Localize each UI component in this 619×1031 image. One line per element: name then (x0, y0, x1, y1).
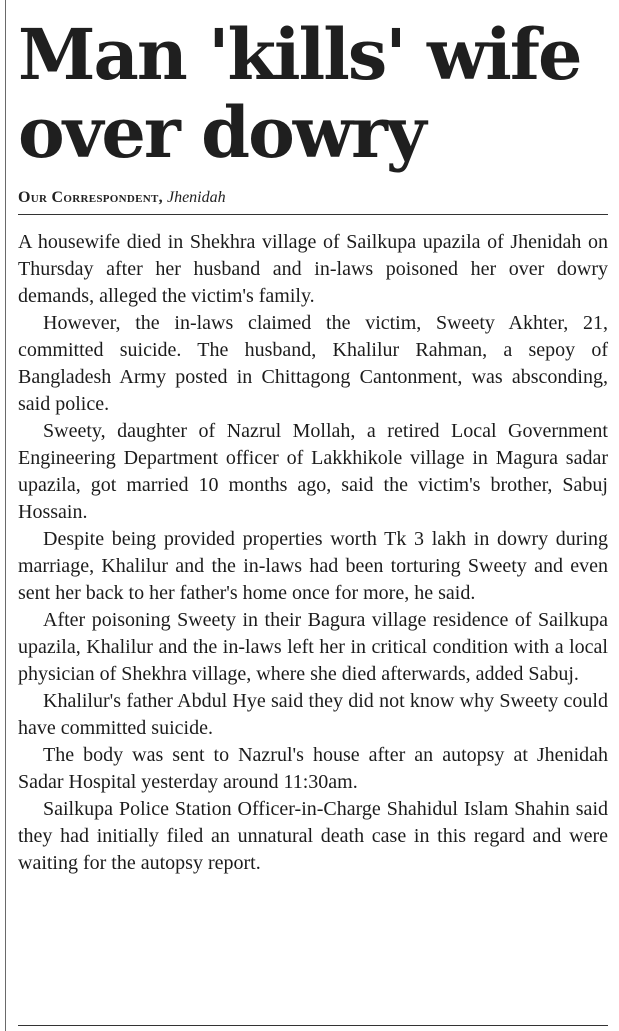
paragraph: Sweety, daughter of Nazrul Mollah, a retired Local Government Engineering Department officer of Lakkhikole village in Magura sadar upazila, got married 10 months ago, said the victim's brother, Sabuj Hossain. (18, 420, 608, 523)
article-end-divider (18, 1025, 608, 1026)
headline: Man 'kills' wife over dowry (18, 13, 581, 174)
paragraph: A housewife died in Shekhra village of Sailkupa upazila of Jhenidah on Thursday after her husband and in-laws poisoned her over dowry demands, alleged the victim's family. (18, 231, 608, 307)
paragraph: Sailkupa Police Station Officer-in-Charge Shahidul Islam Shahin said they had initially filed an unnatural death case in this regard and were waiting for the autopsy report. (18, 798, 608, 874)
news-article (18, 13, 608, 877)
paragraph: After poisoning Sweety in their Bagura village residence of Sailkupa upazila, Khalilur and the in-laws left her in critical condition with a local physician of Shekhra village, where she died afterwards, added Sabuj. (18, 609, 608, 685)
byline-divider (18, 214, 608, 215)
byline-location: Jhenidah (166, 189, 226, 206)
paragraph: The body was sent to Nazrul's house after an autopsy at Jhenidah Sadar Hospital yesterday around 11:30am. (18, 744, 608, 793)
byline (18, 188, 608, 208)
column-rule-left (5, 0, 6, 1031)
paragraph: Khalilur's father Abdul Hye said they did not know why Sweety could have committed suicide. (18, 690, 608, 739)
byline-author: Our Correspondent, (18, 189, 163, 206)
article-body (18, 229, 608, 877)
paragraph: However, the in-laws claimed the victim, Sweety Akhter, 21, committed suicide. The husband, Khalilur Rahman, a sepoy of Bangladesh Army posted in Chittagong Cantonment, was absconding, said police. (18, 312, 608, 415)
paragraph: Despite being provided properties worth Tk 3 lakh in dowry during marriage, Khalilur and the in-laws had been torturing Sweety and even sent her back to her father's home once for more, he said. (18, 528, 608, 604)
